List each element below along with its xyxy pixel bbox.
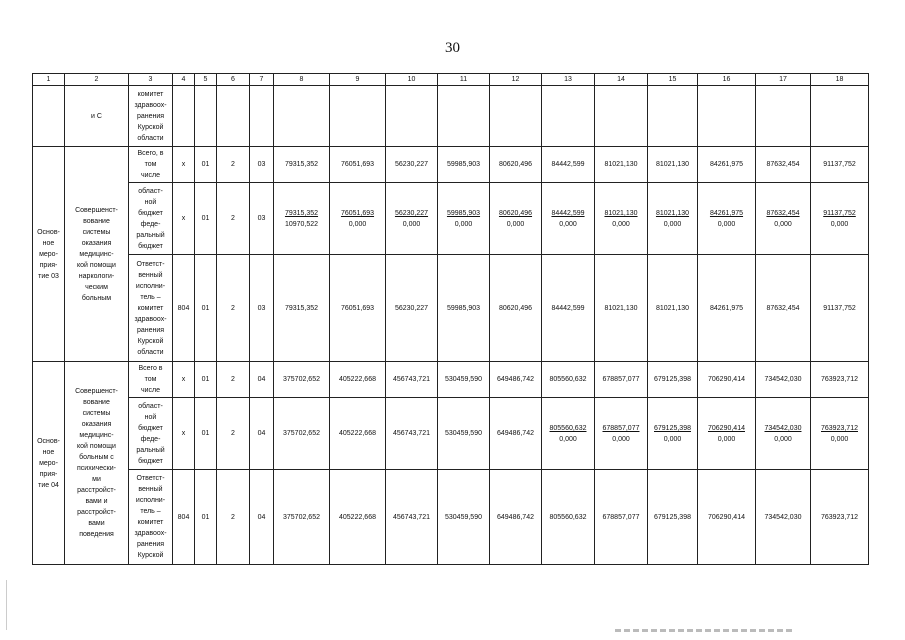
header-cell: 14: [595, 74, 648, 86]
value-cell: [648, 398, 698, 470]
value-cell: 375702,652: [274, 470, 330, 565]
value-cell: 81021,130: [595, 255, 648, 362]
header-cell: 5: [195, 74, 217, 86]
header-cell: 13: [542, 74, 595, 86]
header-cell: 2: [65, 74, 129, 86]
value-cell: [274, 398, 330, 470]
value-cell: [438, 183, 490, 255]
scan-mark: [6, 580, 7, 630]
value: 79315,352: [284, 209, 319, 217]
value-cell: [438, 398, 490, 470]
resource-label: комитет здравоох- ранения Курской области: [129, 86, 173, 147]
value-cell: 763923,712: [811, 362, 869, 398]
event-04-block: [33, 362, 869, 565]
value-secondary: 0,000: [348, 220, 367, 228]
value-cell: 84261,975: [698, 255, 756, 362]
value: 649486,742: [497, 430, 534, 437]
value-cell: [490, 398, 542, 470]
value-cell: 91137,752: [811, 147, 869, 183]
value-cell: [811, 398, 869, 470]
value-cell: 56230,227: [386, 147, 438, 183]
budget-table: [32, 73, 869, 565]
value-cell: 649486,742: [490, 470, 542, 565]
value-cell: 81021,130: [595, 147, 648, 183]
header-cell: 16: [698, 74, 756, 86]
value-cell: 56230,227: [386, 255, 438, 362]
value-cell: [698, 398, 756, 470]
value: 84261,975: [709, 209, 744, 217]
resource-label: Ответст- венный исполни- тель – комитет здравоох- ранения Курской: [129, 470, 173, 565]
table-row: [33, 362, 869, 398]
value-cell: 678857,077: [595, 362, 648, 398]
value: 56230,227: [394, 209, 429, 217]
value-cell: [595, 398, 648, 470]
table-row: [33, 147, 869, 183]
value: 678857,077: [602, 424, 640, 432]
resource-label: област- ной бюджет феде- ральный бюджет: [129, 398, 173, 470]
value: 59985,903: [446, 209, 481, 217]
value: 76051,693: [340, 209, 375, 217]
value-cell: [330, 398, 386, 470]
value-secondary: 0,000: [774, 435, 792, 443]
value-cell: 84442,599: [542, 255, 595, 362]
value-cell: 375702,652: [274, 362, 330, 398]
value-cell: 59985,903: [438, 255, 490, 362]
header-cell: 18: [811, 74, 869, 86]
value-cell: 734542,030: [756, 362, 811, 398]
value-cell: 81021,130: [648, 255, 698, 362]
code-cell: 2: [217, 183, 250, 255]
header-cell: 3: [129, 74, 173, 86]
header-cell: 15: [648, 74, 698, 86]
value-cell: 79315,352: [274, 147, 330, 183]
value-secondary: 0,000: [402, 220, 421, 228]
value-secondary: 0,000: [612, 435, 630, 443]
value-cell: 80620,496: [490, 147, 542, 183]
code-cell: 01: [195, 398, 217, 470]
value-cell: 530459,590: [438, 362, 490, 398]
code-cell: 03: [250, 183, 274, 255]
code-cell: 01: [195, 147, 217, 183]
value-cell: 679125,398: [648, 362, 698, 398]
scan-mark: [615, 629, 795, 632]
value: 706290,414: [708, 424, 745, 432]
value-secondary: 0,000: [717, 220, 736, 228]
resource-label: област- ной бюджет феде- ральный бюджет: [129, 183, 173, 255]
value: 80620,496: [498, 209, 533, 217]
page-number: 30: [445, 40, 460, 56]
value-secondary: 0,000: [717, 435, 736, 443]
value-cell: 76051,693: [330, 147, 386, 183]
value-secondary: 10970,522: [284, 220, 319, 228]
value-secondary: 0,000: [612, 220, 630, 228]
code-cell: 01: [195, 255, 217, 362]
value-secondary: 0,000: [663, 220, 682, 228]
value: 81021,130: [655, 209, 690, 217]
code-cell: 03: [250, 255, 274, 362]
resource-label: Всего, в том числе: [129, 147, 173, 183]
value-cell: 87632,454: [756, 255, 811, 362]
value-cell: [490, 183, 542, 255]
value-cell: 80620,496: [490, 255, 542, 362]
value-cell: 456743,721: [386, 470, 438, 565]
event-03-block: [33, 147, 869, 362]
value-cell: 79315,352: [274, 255, 330, 362]
event-label: Основ- ное меро- прия- тие 04: [33, 362, 65, 565]
value-cell: 763923,712: [811, 470, 869, 565]
header-cell: 10: [386, 74, 438, 86]
value-cell: 91137,752: [811, 255, 869, 362]
code-cell: 03: [250, 147, 274, 183]
code-cell: х: [173, 362, 195, 398]
value-cell: [386, 183, 438, 255]
code-cell: х: [173, 398, 195, 470]
value: 530459,590: [445, 430, 482, 437]
value: 763923,712: [821, 424, 858, 432]
resource-label: Всего в том числе: [129, 362, 173, 398]
value-cell: [648, 183, 698, 255]
value: 375702,652: [283, 430, 320, 437]
value-secondary: 0,000: [454, 220, 473, 228]
value: 805560,632: [549, 424, 587, 432]
code-cell: 01: [195, 362, 217, 398]
value-secondary: 0,000: [663, 435, 682, 443]
value-cell: 649486,742: [490, 362, 542, 398]
value: 84442,599: [551, 209, 585, 217]
event-name: Совершенст- вование системы оказания медицинс- кой помощи больным с психически- ми расстройст- вами и расстройст- вами поведения: [65, 362, 129, 565]
value-cell: [756, 183, 811, 255]
table-row: [33, 183, 869, 255]
header-cell: 4: [173, 74, 195, 86]
value: 91137,752: [823, 209, 856, 217]
header-cell: 1: [33, 74, 65, 86]
value-cell: [542, 398, 595, 470]
value-cell: 678857,077: [595, 470, 648, 565]
code-cell: 01: [195, 183, 217, 255]
value-secondary: 0,000: [559, 435, 577, 443]
value-cell: 59985,903: [438, 147, 490, 183]
value-cell: 405222,668: [330, 470, 386, 565]
table-row: [33, 255, 869, 362]
value-cell: [386, 398, 438, 470]
value-secondary: 0,000: [506, 220, 525, 228]
value-cell: 706290,414: [698, 362, 756, 398]
value: 679125,398: [654, 424, 691, 432]
code-cell: 04: [250, 362, 274, 398]
header-cell: 7: [250, 74, 274, 86]
value-secondary: 0,000: [830, 435, 849, 443]
code-cell: 2: [217, 362, 250, 398]
value-cell: 805560,632: [542, 470, 595, 565]
resource-label: Ответст- венный исполни- тель – комитет здравоох- ранения Курской области: [129, 255, 173, 362]
value: 87632,454: [766, 209, 800, 217]
header-cell: 11: [438, 74, 490, 86]
event-name-cont: и С: [65, 86, 129, 147]
code-cell: 04: [250, 398, 274, 470]
value-cell: 706290,414: [698, 470, 756, 565]
code-cell: 2: [217, 255, 250, 362]
code-cell: 2: [217, 398, 250, 470]
header-row: [33, 74, 869, 86]
code-cell: 2: [217, 470, 250, 565]
value-cell: 84261,975: [698, 147, 756, 183]
value-secondary: 0,000: [830, 220, 849, 228]
table-row: [33, 470, 869, 565]
value-cell: 679125,398: [648, 470, 698, 565]
value-cell: 84442,599: [542, 147, 595, 183]
value-cell: [756, 398, 811, 470]
code-cell: 2: [217, 147, 250, 183]
value-secondary: 0,000: [774, 220, 792, 228]
code-cell: 01: [195, 470, 217, 565]
value-cell: [542, 183, 595, 255]
code-cell: х: [173, 183, 195, 255]
value-cell: 805560,632: [542, 362, 595, 398]
value: 456743,721: [393, 430, 430, 437]
value-cell: 87632,454: [756, 147, 811, 183]
blank-cell: [33, 86, 65, 147]
value-cell: [274, 183, 330, 255]
code-cell: 04: [250, 470, 274, 565]
header-cell: 6: [217, 74, 250, 86]
value-cell: [330, 183, 386, 255]
value: 81021,130: [604, 209, 638, 217]
header-cell: 9: [330, 74, 386, 86]
code-cell: х: [173, 147, 195, 183]
header-cell: 12: [490, 74, 542, 86]
value-cell: [698, 183, 756, 255]
value-cell: 81021,130: [648, 147, 698, 183]
event-label: Основ- ное меро- прия- тие 03: [33, 147, 65, 362]
value-cell: 530459,590: [438, 470, 490, 565]
code-cell: 804: [173, 255, 195, 362]
value-cell: 456743,721: [386, 362, 438, 398]
header-cell: 8: [274, 74, 330, 86]
value-cell: 76051,693: [330, 255, 386, 362]
value: 734542,030: [764, 424, 802, 432]
value-cell: [811, 183, 869, 255]
value-cell: [595, 183, 648, 255]
code-cell: 804: [173, 470, 195, 565]
header-cell: 17: [756, 74, 811, 86]
value-cell: 405222,668: [330, 362, 386, 398]
value: 405222,668: [339, 430, 376, 437]
table-row: [33, 398, 869, 470]
continuation-row: [33, 86, 869, 147]
value-cell: 734542,030: [756, 470, 811, 565]
value-secondary: 0,000: [559, 220, 577, 228]
event-name: Совершенст- вование системы оказания медицинс- кой помощи наркологи- ческим больным: [65, 147, 129, 362]
